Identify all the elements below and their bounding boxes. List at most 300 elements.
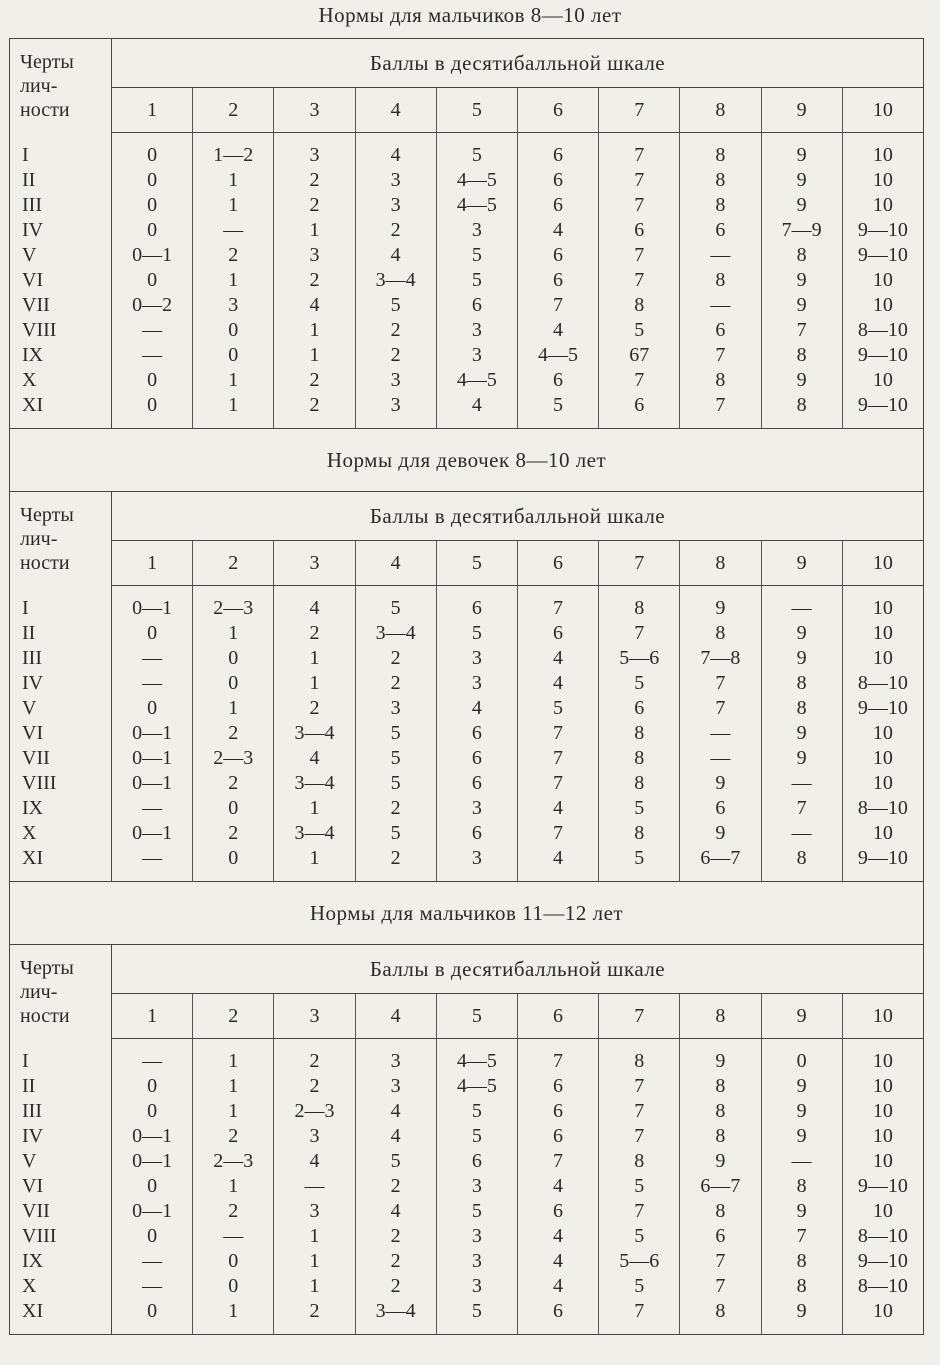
score-cell: 4 xyxy=(517,1224,598,1249)
table-row xyxy=(10,318,924,343)
traits-header-line: ности xyxy=(20,98,70,121)
spacer-cell xyxy=(436,133,517,144)
score-cell: 6 xyxy=(517,1074,598,1099)
scale-number: 6 xyxy=(517,994,598,1039)
spacer-cell xyxy=(517,871,598,882)
spacer-cell xyxy=(193,586,274,597)
scale-numbers-row xyxy=(10,541,924,586)
score-cell: 6 xyxy=(436,721,517,746)
spacer-cell xyxy=(680,1039,761,1050)
score-cell: 2—3 xyxy=(193,746,274,771)
score-cell: — xyxy=(193,218,274,243)
spacer-cell xyxy=(517,586,598,597)
score-cell: 1 xyxy=(274,796,355,821)
score-cell: 8 xyxy=(599,721,680,746)
score-cell: 0—1 xyxy=(112,721,193,746)
score-cell: 4 xyxy=(436,393,517,418)
spacer-cell xyxy=(680,586,761,597)
score-cell: — xyxy=(761,821,842,846)
score-cell: 1 xyxy=(274,343,355,368)
score-cell: 8 xyxy=(599,596,680,621)
spacer-cell xyxy=(680,133,761,144)
spacer-cell xyxy=(355,1324,436,1335)
score-cell: 1 xyxy=(274,218,355,243)
score-cell: 7 xyxy=(599,1199,680,1224)
score-cell: 0 xyxy=(761,1049,842,1074)
scale-number: 7 xyxy=(599,994,680,1039)
score-cell: 4 xyxy=(274,1149,355,1174)
score-cell: 6 xyxy=(436,771,517,796)
spacer-cell xyxy=(10,1324,112,1335)
traits-header-line: Черты xyxy=(20,50,74,73)
score-cell: 8 xyxy=(599,1049,680,1074)
spacer-cell xyxy=(274,133,355,144)
score-cell: 0 xyxy=(193,1249,274,1274)
score-cell: 2 xyxy=(193,1199,274,1224)
score-cell: 9 xyxy=(761,168,842,193)
traits-header xyxy=(10,39,112,133)
spacer-cell xyxy=(599,871,680,882)
score-cell: 8—10 xyxy=(857,1275,908,1297)
table-row xyxy=(10,243,924,268)
table-row xyxy=(10,293,924,318)
score-cell: — xyxy=(112,671,193,696)
score-cell: 7 xyxy=(599,168,680,193)
score-cell: — xyxy=(274,1174,355,1199)
scale-number: 3 xyxy=(274,994,355,1039)
table-row xyxy=(10,846,924,871)
score-cell: 8 xyxy=(599,771,680,796)
score-cell: 7 xyxy=(680,1249,761,1274)
score-cell: 2 xyxy=(193,771,274,796)
score-cell: 0—1 xyxy=(112,596,193,621)
spacer-cell xyxy=(436,1324,517,1335)
score-cell: 1 xyxy=(274,646,355,671)
score-cell: 3 xyxy=(193,293,274,318)
spacer-row xyxy=(10,1039,924,1050)
score-cell: 3—4 xyxy=(274,721,355,746)
score-cell: 3 xyxy=(436,318,517,343)
score-cell: 6 xyxy=(517,193,598,218)
norms-table-body xyxy=(10,39,924,1335)
scale-number: 9 xyxy=(761,994,842,1039)
score-cell: 3—4 xyxy=(274,771,355,796)
scale-number: 5 xyxy=(436,88,517,133)
score-cell: 1 xyxy=(193,193,274,218)
score-cell: 8 xyxy=(761,1174,842,1199)
table-row xyxy=(10,1099,924,1124)
score-cell: 3 xyxy=(436,796,517,821)
score-cell: 5 xyxy=(599,1224,680,1249)
score-cell: — xyxy=(112,646,193,671)
score-cell: 10 xyxy=(872,1100,893,1122)
spacer-cell xyxy=(842,586,923,597)
score-cell: 2—3 xyxy=(274,1099,355,1124)
score-cell: 10 xyxy=(872,369,893,391)
score-cell: 6 xyxy=(517,1099,598,1124)
score-cell: 8 xyxy=(680,1199,761,1224)
score-cell: 3—4 xyxy=(274,821,355,846)
score-cell: 4 xyxy=(355,1124,436,1149)
spacer-cell xyxy=(517,1324,598,1335)
score-cell: 4 xyxy=(355,1199,436,1224)
score-cell: 6 xyxy=(517,1199,598,1224)
score-cell: 7 xyxy=(761,1224,842,1249)
score-cell: 10 xyxy=(872,1125,893,1147)
score-cell: 1 xyxy=(193,1074,274,1099)
score-cell: 2 xyxy=(193,1124,274,1149)
score-cell: 1 xyxy=(274,1249,355,1274)
section-title: Нормы для мальчиков 11—12 лет xyxy=(10,882,924,945)
score-cell: — xyxy=(761,771,842,796)
score-cell: 5 xyxy=(436,621,517,646)
score-cell: 3 xyxy=(355,1049,436,1074)
score-cell: 0—2 xyxy=(112,293,193,318)
score-cell: 5 xyxy=(599,846,680,871)
score-cell: 7 xyxy=(680,393,761,418)
spacer-cell xyxy=(193,1039,274,1050)
spacer-cell xyxy=(436,871,517,882)
trait-label: V xyxy=(10,243,112,268)
score-cell: 4—5 xyxy=(436,1049,517,1074)
score-cell: 9 xyxy=(761,1099,842,1124)
spacer-cell xyxy=(112,1324,193,1335)
score-cell: 9 xyxy=(761,268,842,293)
score-cell: 7—8 xyxy=(680,646,761,671)
score-cell: — xyxy=(680,721,761,746)
score-cell: 1 xyxy=(274,846,355,871)
score-cell: 7 xyxy=(599,368,680,393)
scale-number: 6 xyxy=(517,541,598,586)
table-row xyxy=(10,696,924,721)
table-row xyxy=(10,771,924,796)
traits-header-line: Черты xyxy=(20,503,74,526)
score-cell: 2 xyxy=(355,1249,436,1274)
score-cell: 0—1 xyxy=(112,821,193,846)
traits-header-line: лич- xyxy=(20,980,58,1003)
traits-header-line: лич- xyxy=(20,74,58,97)
trait-label: IX xyxy=(10,343,112,368)
table-row xyxy=(10,268,924,293)
score-cell: 8 xyxy=(599,293,680,318)
score-cell: 5 xyxy=(436,268,517,293)
score-cell: 9 xyxy=(680,596,761,621)
score-cell: 2 xyxy=(274,193,355,218)
trait-label: XI xyxy=(10,393,112,418)
scale-number: 6 xyxy=(517,88,598,133)
score-cell: 3 xyxy=(355,696,436,721)
score-cell: 0 xyxy=(193,1274,274,1299)
table-row xyxy=(10,1274,924,1299)
score-cell: 0 xyxy=(193,796,274,821)
score-cell: 0—1 xyxy=(112,1199,193,1224)
trait-label: I xyxy=(10,1049,112,1074)
score-cell: 2 xyxy=(193,721,274,746)
table-row xyxy=(10,343,924,368)
spacer-cell xyxy=(274,871,355,882)
section-title-row xyxy=(10,882,924,945)
score-cell: — xyxy=(112,846,193,871)
score-cell: 8 xyxy=(599,746,680,771)
scale-number: 9 xyxy=(761,88,842,133)
score-cell: 9—10 xyxy=(857,244,908,266)
header-row xyxy=(10,39,924,88)
scale-number: 8 xyxy=(680,994,761,1039)
spacer-cell xyxy=(599,418,680,429)
score-cell: 1—2 xyxy=(193,143,274,168)
trait-label: X xyxy=(10,368,112,393)
score-cell: 10 xyxy=(872,597,893,619)
score-cell: 10 xyxy=(872,194,893,216)
scale-number: 8 xyxy=(680,88,761,133)
score-cell: 6 xyxy=(517,168,598,193)
trait-label: IX xyxy=(10,796,112,821)
score-cell: 5 xyxy=(599,1274,680,1299)
score-cell: 3 xyxy=(355,368,436,393)
spacer-cell xyxy=(274,1039,355,1050)
score-cell: 7 xyxy=(517,1049,598,1074)
trait-label: IV xyxy=(10,1124,112,1149)
score-cell: 9 xyxy=(761,368,842,393)
trait-label: II xyxy=(10,168,112,193)
score-cell: 9 xyxy=(761,143,842,168)
score-cell: 10 xyxy=(872,1200,893,1222)
score-cell: 4 xyxy=(517,318,598,343)
score-cell: 6 xyxy=(517,368,598,393)
score-cell: 8 xyxy=(680,1099,761,1124)
score-cell: 7 xyxy=(517,1149,598,1174)
score-cell: 8 xyxy=(761,393,842,418)
table-row xyxy=(10,393,924,418)
score-cell: 8 xyxy=(761,1249,842,1274)
score-cell: 10 xyxy=(872,647,893,669)
spacer-cell xyxy=(274,586,355,597)
score-cell: 5 xyxy=(436,1099,517,1124)
score-cell: 9 xyxy=(761,1074,842,1099)
score-cell: 0 xyxy=(193,846,274,871)
trait-label: XI xyxy=(10,846,112,871)
score-cell: 0 xyxy=(112,193,193,218)
table-row xyxy=(10,1049,924,1074)
score-cell: 5 xyxy=(355,596,436,621)
score-cell: 6 xyxy=(599,393,680,418)
score-cell: 9 xyxy=(761,293,842,318)
score-cell: 7 xyxy=(680,343,761,368)
score-cell: 7 xyxy=(599,1074,680,1099)
score-cell: 10 xyxy=(872,269,893,291)
score-cell: 1 xyxy=(274,318,355,343)
score-cell: 0—1 xyxy=(112,746,193,771)
table-row xyxy=(10,1224,924,1249)
score-cell: 0 xyxy=(112,218,193,243)
score-cell: 7 xyxy=(599,1099,680,1124)
table-row xyxy=(10,1174,924,1199)
score-cell: 4 xyxy=(274,596,355,621)
scale-number: 8 xyxy=(680,541,761,586)
score-cell: — xyxy=(680,746,761,771)
table-row xyxy=(10,596,924,621)
table-row xyxy=(10,796,924,821)
spacer-cell xyxy=(112,133,193,144)
score-cell: 9 xyxy=(761,721,842,746)
table-row xyxy=(10,721,924,746)
score-cell: 7 xyxy=(680,1274,761,1299)
score-cell: 1 xyxy=(193,393,274,418)
score-cell: 2 xyxy=(274,621,355,646)
score-cell: 6 xyxy=(436,821,517,846)
spacer-cell xyxy=(112,586,193,597)
scale-number: 10 xyxy=(842,88,923,133)
score-cell: 3—4 xyxy=(355,621,436,646)
score-cell: 9 xyxy=(761,621,842,646)
score-cell: 7 xyxy=(761,796,842,821)
spacer-cell xyxy=(517,133,598,144)
spacer-cell xyxy=(355,871,436,882)
score-cell: 6 xyxy=(680,218,761,243)
score-cell: 2—3 xyxy=(193,1149,274,1174)
score-cell: 10 xyxy=(872,747,893,769)
score-cell: 1 xyxy=(274,1274,355,1299)
score-cell: 7 xyxy=(599,621,680,646)
score-cell: 8 xyxy=(680,1074,761,1099)
score-cell: 2 xyxy=(274,696,355,721)
spacer-cell xyxy=(761,133,842,144)
spacer-cell xyxy=(274,418,355,429)
traits-header-line: ности xyxy=(20,551,70,574)
spacer-cell xyxy=(193,871,274,882)
table-row xyxy=(10,1249,924,1274)
score-cell: 1 xyxy=(193,1174,274,1199)
scale-number: 5 xyxy=(436,994,517,1039)
score-cell: 5—6 xyxy=(599,1249,680,1274)
score-cell: 67 xyxy=(599,343,680,368)
trait-label: VI xyxy=(10,1174,112,1199)
score-cell: 6 xyxy=(436,746,517,771)
scale-numbers-row xyxy=(10,88,924,133)
score-cell: 9—10 xyxy=(857,344,908,366)
score-cell: 4 xyxy=(517,1274,598,1299)
scale-number: 2 xyxy=(193,541,274,586)
score-cell: 3 xyxy=(355,1074,436,1099)
score-cell: 9 xyxy=(761,193,842,218)
score-cell: 9 xyxy=(680,1149,761,1174)
spacer-cell xyxy=(599,1039,680,1050)
score-cell: 1 xyxy=(274,1224,355,1249)
score-cell: 7 xyxy=(599,143,680,168)
spacer-cell xyxy=(436,1039,517,1050)
scale-header: Баллы в десятибалльной шкале xyxy=(112,945,924,994)
spacer-cell xyxy=(842,133,923,144)
score-cell: 2 xyxy=(355,218,436,243)
spacer-cell xyxy=(112,1039,193,1050)
spacer-cell xyxy=(436,418,517,429)
score-cell: 8 xyxy=(599,1149,680,1174)
score-cell: 1 xyxy=(193,368,274,393)
score-cell: 10 xyxy=(872,1150,893,1172)
score-cell: 7 xyxy=(517,746,598,771)
spacer-cell xyxy=(193,1324,274,1335)
score-cell: 9 xyxy=(761,746,842,771)
scale-number: 4 xyxy=(355,994,436,1039)
score-cell: 9 xyxy=(761,646,842,671)
score-cell: 4—5 xyxy=(436,168,517,193)
score-cell: 9—10 xyxy=(857,697,908,719)
spacer-row xyxy=(10,418,924,429)
trait-label: X xyxy=(10,821,112,846)
score-cell: 2 xyxy=(355,1224,436,1249)
spacer-cell xyxy=(355,1039,436,1050)
score-cell: 10 xyxy=(872,1050,893,1072)
spacer-cell xyxy=(355,586,436,597)
score-cell: 6 xyxy=(436,293,517,318)
score-cell: 6 xyxy=(517,1299,598,1324)
score-cell: 9—10 xyxy=(857,1250,908,1272)
spacer-cell xyxy=(10,586,112,597)
score-cell: 2 xyxy=(274,393,355,418)
table-row xyxy=(10,368,924,393)
score-cell: 7 xyxy=(680,671,761,696)
score-cell: 3 xyxy=(355,393,436,418)
table-row xyxy=(10,1299,924,1324)
score-cell: 0 xyxy=(112,1099,193,1124)
score-cell: 9 xyxy=(761,1299,842,1324)
score-cell: — xyxy=(112,343,193,368)
score-cell: 2 xyxy=(355,796,436,821)
trait-label: V xyxy=(10,696,112,721)
trait-label: VII xyxy=(10,293,112,318)
score-cell: 4 xyxy=(517,1174,598,1199)
trait-label: I xyxy=(10,596,112,621)
score-cell: 4—5 xyxy=(436,193,517,218)
scale-number: 3 xyxy=(274,541,355,586)
header-row xyxy=(10,945,924,994)
scale-header: Баллы в десятибалльной шкале xyxy=(112,492,924,541)
score-cell: 5 xyxy=(436,1199,517,1224)
score-cell: 8—10 xyxy=(857,797,908,819)
traits-header-line: лич- xyxy=(20,527,58,550)
score-cell: 4—5 xyxy=(517,343,598,368)
trait-label: II xyxy=(10,1074,112,1099)
header-row xyxy=(10,492,924,541)
score-cell: 2 xyxy=(274,168,355,193)
score-cell: 2 xyxy=(193,821,274,846)
spacer-cell xyxy=(436,586,517,597)
scale-number: 2 xyxy=(193,994,274,1039)
spacer-row xyxy=(10,1324,924,1335)
score-cell: 10 xyxy=(872,169,893,191)
spacer-row xyxy=(10,133,924,144)
score-cell: 10 xyxy=(872,1300,893,1322)
scale-numbers-row xyxy=(10,994,924,1039)
scale-number: 10 xyxy=(842,994,923,1039)
score-cell: 3—4 xyxy=(355,1299,436,1324)
score-cell: 3 xyxy=(436,1224,517,1249)
score-cell: 1 xyxy=(193,268,274,293)
norms-table xyxy=(9,38,924,1335)
spacer-row xyxy=(10,871,924,882)
score-cell: 5 xyxy=(355,771,436,796)
trait-label: VII xyxy=(10,1199,112,1224)
spacer-cell xyxy=(761,418,842,429)
score-cell: 0 xyxy=(112,143,193,168)
score-cell: 2 xyxy=(274,1074,355,1099)
spacer-cell xyxy=(842,418,923,429)
score-cell: 3 xyxy=(436,218,517,243)
score-cell: 4 xyxy=(517,218,598,243)
score-cell: 2 xyxy=(355,318,436,343)
scale-number: 10 xyxy=(842,541,923,586)
trait-label: III xyxy=(10,193,112,218)
